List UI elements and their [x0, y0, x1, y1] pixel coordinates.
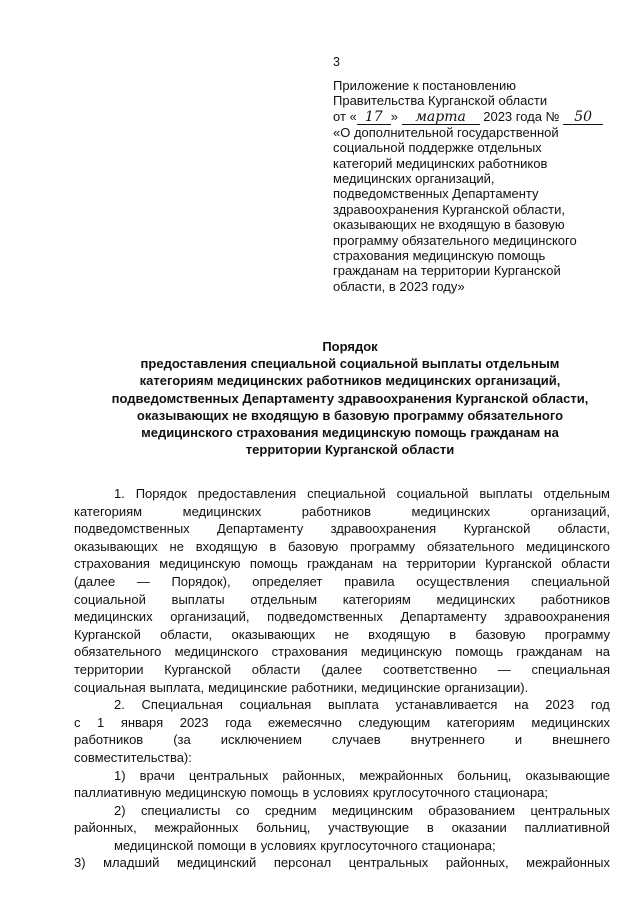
title-line: медицинского страхования медицинскую помощь гражданам на: [141, 425, 559, 441]
body-line: паллиативную медицинскую помощь в условиях круглосуточного стационара;: [74, 785, 549, 801]
date-prefix: от «: [333, 108, 357, 124]
body-line: категориям медицинских работников медицинских организаций,: [74, 503, 610, 519]
body-line: с 1 января 2023 года ежемесячно следующим категориям медицинских: [74, 714, 610, 730]
body-line: совместительства):: [74, 749, 192, 765]
body-line: обязательного медицинского страхования медицинскую помощь гражданам на: [74, 644, 610, 660]
handwritten-number: 50: [563, 111, 603, 125]
body-line: 1) врачи центральных районных, межрайонных больниц, оказывающие: [114, 767, 610, 783]
body-line: подведомственных Департаменту здравоохранения Курганской области,: [74, 521, 610, 537]
title-line: территории Курганской области: [245, 442, 455, 458]
appendix-line: Приложение к постановлению: [333, 78, 516, 93]
appendix-date-line: [333, 109, 613, 125]
appendix-header: [333, 78, 613, 294]
appendix-line: здравоохранения Курганской области,: [333, 201, 565, 217]
appendix-line: Правительства Курганской области: [333, 93, 548, 109]
title-line: подведомственных Департаменту здравоохранения Курганской области,: [111, 390, 589, 406]
body-line: медицинской помощи в условиях круглосуточного стационара;: [114, 837, 496, 853]
body-line: страхования медицинскую помощь гражданам на территории Курганской области: [74, 556, 610, 572]
body-line: (далее — Порядок), определяет правила осуществления специальной: [74, 573, 610, 589]
title-line: оказывающих не входящую в базовую программу обязательного: [136, 407, 564, 423]
title-line: предоставления специальной социальной выплаты отдельным: [140, 356, 560, 372]
body-line: 2) специалисты со средним медицинским образованием центральных: [114, 802, 610, 818]
date-mid: »: [390, 108, 398, 124]
handwritten-month: марта: [402, 111, 480, 125]
title-heading: Порядок: [322, 339, 378, 354]
body-line: социальная выплата, медицинские работники, медицинские организации).: [74, 679, 529, 695]
appendix-line: гражданам на территории Курганской: [333, 263, 561, 279]
body-line: социальной выплаты отдельным категориям медицинских работников: [74, 591, 610, 607]
date-year: 2023 года №: [483, 108, 560, 124]
document-body: [74, 485, 610, 872]
appendix-line: социальной поддержке отдельных: [333, 140, 542, 156]
document-title: [60, 338, 640, 458]
body-line: 1. Порядок предоставления специальной социальной выплаты отдельным: [114, 486, 610, 501]
appendix-line: программу обязательного медицинского: [333, 232, 577, 248]
appendix-line: области, в 2023 году»: [333, 278, 465, 294]
page-number: 3: [333, 55, 340, 69]
body-line: медицинских организаций, подведомственных Департаменту здравоохранения: [74, 609, 610, 625]
body-line: 2. Специальная социальная выплата устанавливается на 2023 год: [114, 697, 610, 713]
appendix-line: подведомственных Департаменту: [333, 186, 539, 202]
body-line: работников (за исключением случаев внутреннего и внешнего: [74, 732, 610, 748]
body-line: 3) младший медицинский персонал центральных районных, межрайонных: [74, 855, 610, 871]
appendix-line: страхования медицинскую помощь: [333, 248, 546, 264]
handwritten-day: 17: [357, 111, 391, 125]
appendix-line: категорий медицинских работников: [333, 155, 548, 171]
body-line: Курганской области, оказывающих не входящую в базовую программу: [74, 626, 610, 642]
body-line: оказывающих не входящую в базовую программу обязательного медицинского: [74, 538, 610, 554]
body-line: районных, межрайонных больниц, участвующие в оказании паллиативной: [74, 820, 610, 836]
appendix-line: «О дополнительной государственной: [333, 124, 559, 140]
title-line: категориям медицинских работников медицинских организаций,: [139, 373, 561, 389]
body-line: территории Курганской области (далее соответственно — специальная: [74, 661, 610, 677]
appendix-line: медицинских организаций,: [333, 171, 495, 187]
appendix-line: оказывающих не входящую в базовую: [333, 217, 565, 233]
